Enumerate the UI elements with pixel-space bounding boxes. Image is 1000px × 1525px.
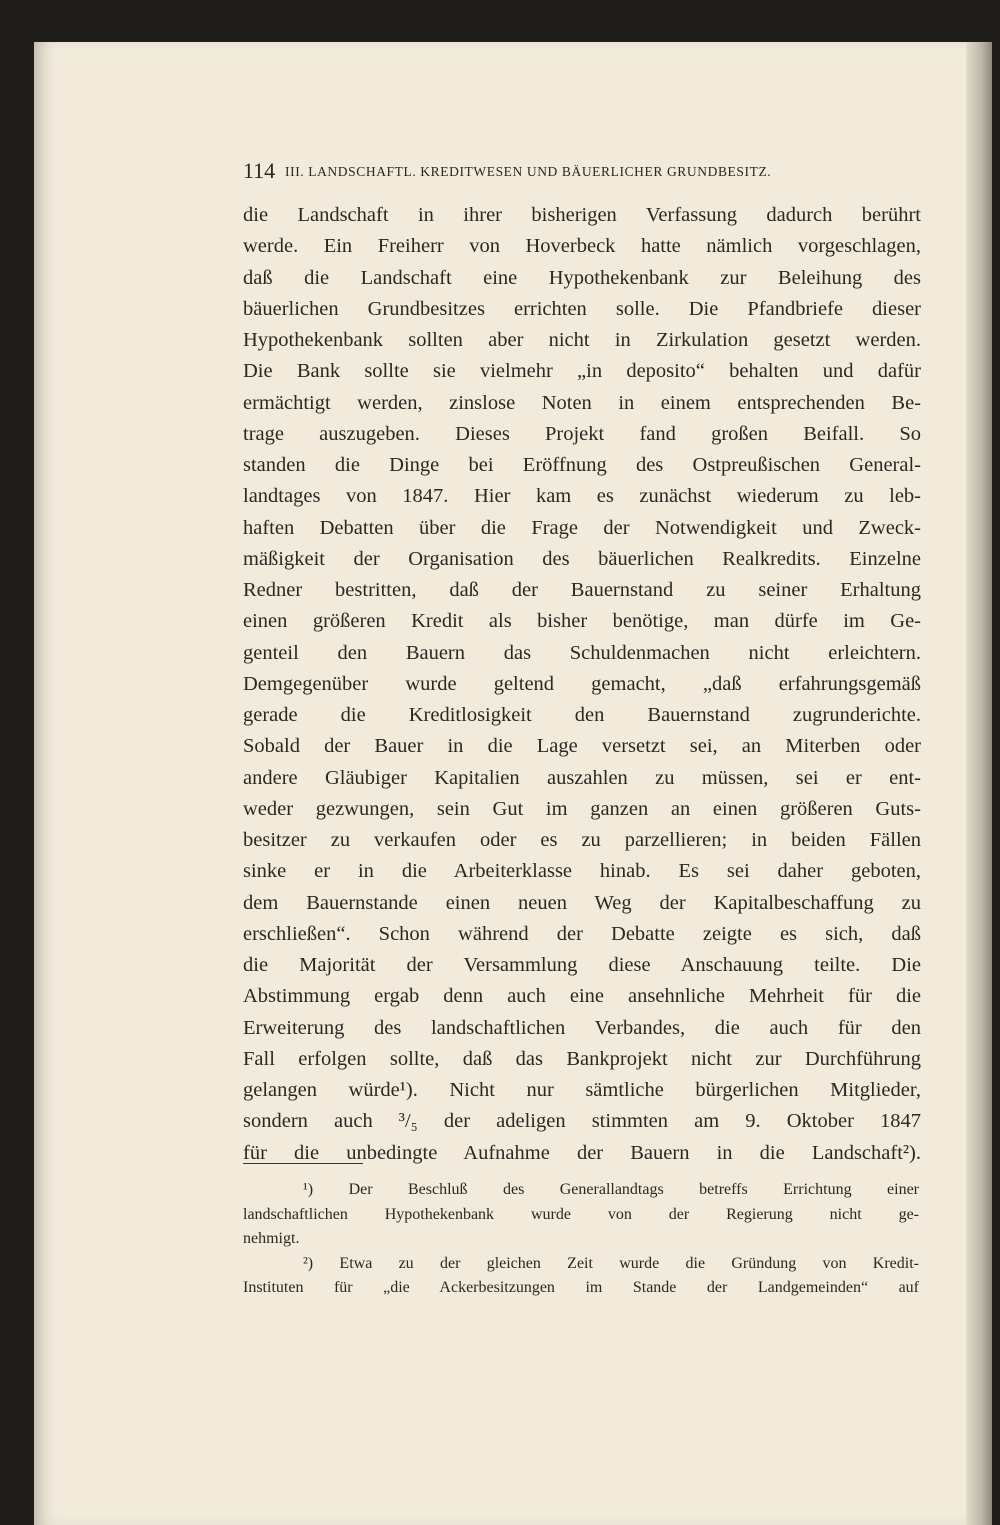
text-line: daß die Landschaft eine Hypothekenbank zur Beleihung des (243, 266, 921, 289)
text-line: Die Bank sollte sie vielmehr „in deposito“ behalten und dafür (243, 360, 921, 383)
body-text (243, 200, 921, 1169)
text-line: genteil den Bauern das Schuldenmachen nicht erleichtern. (243, 641, 921, 664)
footnote-line: ¹) Der Beschluß des Generallandtags betreffs Errichtung einer (303, 1181, 919, 1198)
footnote-2 (243, 1252, 919, 1301)
text-line: Hypothekenbank sollten aber nicht in Zirkulation gesetzt werden. (243, 329, 921, 351)
text-line: andere Gläubiger Kapitalien auszahlen zu müssen, sei er ent- (243, 766, 921, 789)
text-line: dem Bauernstande einen neuen Weg der Kapitalbeschaffung zu (243, 891, 921, 914)
page-edge-shadow (966, 42, 992, 1525)
text-line: bäuerlichen Grundbesitzes errichten solle. Die Pfandbriefe dieser (243, 297, 921, 320)
text-line: sondern auch ³/₅ der adeligen stimmten am 9. Oktober 1847 (243, 1110, 921, 1133)
footnote-line: landschaftlichen Hypothekenbank wurde von der Regierung nicht ge- (243, 1205, 919, 1223)
text-line: Sobald der Bauer in die Lage versetzt sei, an Miterben oder (243, 735, 921, 758)
text-line: weder gezwungen, sein Gut im ganzen an einen größeren Guts- (243, 797, 921, 820)
running-head: III. LANDSCHAFTL. KREDITWESEN UND BÄUERLICHER GRUNDBESITZ. (285, 164, 772, 179)
text-line: haften Debatten über die Frage der Notwendigkeit und Zweck- (243, 516, 921, 539)
text-line: die Landschaft in ihrer bisherigen Verfassung dadurch berührt (243, 204, 921, 226)
text-line: für die unbedingte Aufnahme der Bauern in die Landschaft²). (243, 1141, 921, 1164)
text-line: landtages von 1847. Hier kam es zunächst wiederum zu leb- (243, 485, 921, 508)
text-line: werde. Ein Freiherr von Hoverbeck hatte nämlich vorgeschlagen, (243, 235, 921, 258)
footnotes (243, 1178, 919, 1301)
text-line: die Majorität der Versammlung diese Anschauung teilte. Die (243, 954, 921, 976)
text-line: ermächtigt werden, zinslose Noten in einem entsprechenden Be- (243, 391, 921, 414)
text-line: gerade die Kreditlosigkeit den Bauernstand zugrunderichte. (243, 704, 921, 726)
text-line: sinke er in die Arbeiterklasse hinab. Es sei daher geboten, (243, 860, 921, 883)
text-line: Demgegenüber wurde geltend gemacht, „daß erfahrungsgemäß (243, 672, 921, 695)
footnote-line: Instituten für „die Ackerbesitzungen im Stande der Landgemeinden“ auf (243, 1279, 919, 1296)
text-line: Redner bestritten, daß der Bauernstand zu seiner Erhaltung (243, 579, 921, 601)
text-line: Abstimmung ergab denn auch eine ansehnliche Mehrheit für die (243, 985, 921, 1008)
text-line: besitzer zu verkaufen oder es zu parzellieren; in beiden Fällen (243, 829, 921, 851)
text-line: mäßigkeit der Organisation des bäuerlichen Realkredits. Einzelne (243, 547, 921, 570)
footnote-line: nehmigt. (243, 1230, 300, 1247)
text-line: trage auszugeben. Dieses Projekt fand großen Beifall. So (243, 422, 921, 445)
page-header (243, 156, 923, 186)
footnote-divider (243, 1163, 363, 1164)
text-line: einen größeren Kredit als bisher benötige, man dürfe im Ge- (243, 610, 921, 633)
page-number: 114 (243, 158, 276, 183)
text-line: Fall erfolgen sollte, daß das Bankprojekt nicht zur Durchführung (243, 1047, 921, 1070)
text-line: erschließen“. Schon während der Debatte zeigte es sich, daß (243, 922, 921, 945)
footnote-1 (243, 1178, 919, 1252)
text-line: Erweiterung des landschaftlichen Verbandes, die auch für den (243, 1016, 921, 1039)
text-line: standen die Dinge bei Eröffnung des Ostpreußischen General- (243, 454, 921, 476)
text-line: gelangen würde¹). Nicht nur sämtliche bürgerlichen Mitglieder, (243, 1079, 921, 1101)
footnote-line: ²) Etwa zu der gleichen Zeit wurde die Gründung von Kredit- (303, 1254, 919, 1272)
